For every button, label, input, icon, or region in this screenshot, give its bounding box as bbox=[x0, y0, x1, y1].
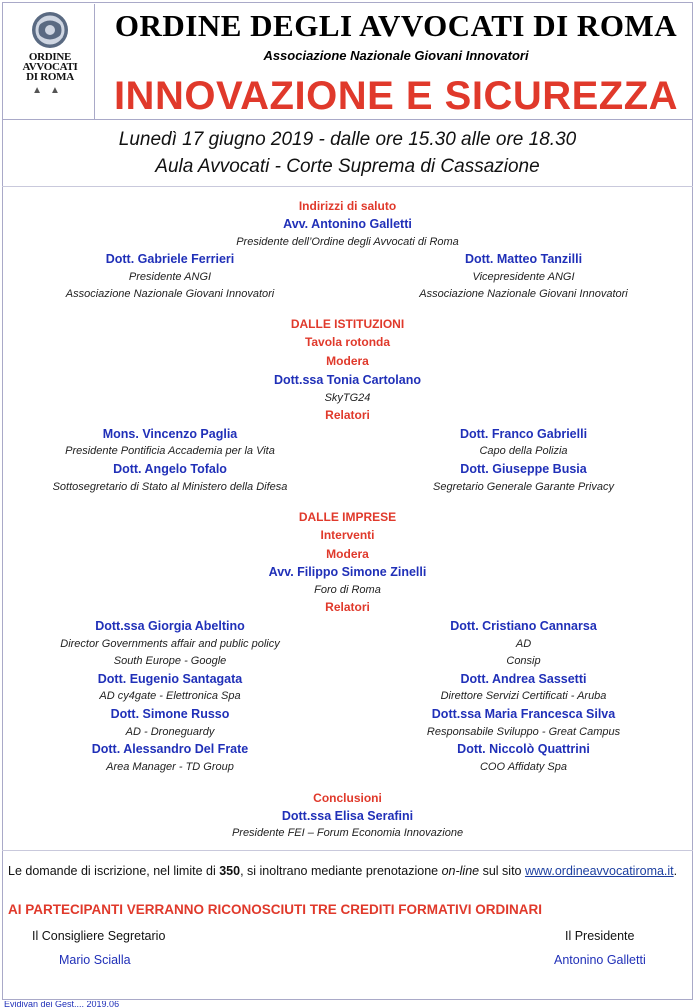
speaker-role: Consip bbox=[506, 655, 541, 667]
org-subtitle: Associazione Nazionale Giovani Innovatori bbox=[263, 48, 529, 63]
secretary-title: Il Consigliere Segretario bbox=[32, 929, 166, 943]
greetings-left-name: Dott. Gabriele Ferrieri bbox=[105, 252, 235, 266]
org-title: ORDINE DEGLI AVVOCATI DI ROMA bbox=[114, 8, 678, 43]
registration-limit: 350 bbox=[219, 864, 241, 878]
registration-text-3: sul sito bbox=[479, 864, 525, 878]
header-divider bbox=[94, 4, 95, 120]
speaker-name: Dott. Giuseppe Busia bbox=[460, 462, 587, 476]
companies-heading: DALLE IMPRESE bbox=[298, 510, 397, 524]
registration-period: . bbox=[673, 864, 678, 878]
greetings-heading: Indirizzi di saluto bbox=[298, 199, 397, 213]
header bbox=[2, 2, 693, 120]
greetings-main-name: Avv. Antonino Galletti bbox=[283, 217, 412, 231]
greetings-left-role1: Presidente ANGI bbox=[128, 271, 212, 283]
speaker-role: Segretario Generale Garante Privacy bbox=[433, 481, 614, 493]
speaker-name: Dott.ssa Maria Francesca Silva bbox=[431, 707, 616, 721]
president-name: Antonino Galletti bbox=[554, 953, 646, 967]
event-title: INNOVAZIONE E SICUREZZA bbox=[113, 74, 679, 118]
event-info bbox=[2, 126, 693, 180]
institutions-moderator-role: SkyTG24 bbox=[324, 392, 371, 404]
institutions-heading: DALLE ISTITUZIONI bbox=[290, 317, 405, 331]
logo-line1: ORDINE bbox=[28, 51, 72, 63]
logo-line2: AVVOCATI bbox=[22, 61, 78, 73]
companies-moderator-name: Avv. Filippo Simone Zinelli bbox=[268, 565, 427, 579]
speaker-name: Dott. Andrea Sassetti bbox=[460, 672, 587, 686]
speaker-name: Dott. Simone Russo bbox=[110, 707, 230, 721]
cut-off-footer-text: Evidivan dei Gest.... 2019.06 bbox=[4, 1001, 120, 1007]
speaker-name: Dott.ssa Giorgia Abeltino bbox=[95, 619, 245, 633]
speaker-name: Dott. Eugenio Santagata bbox=[97, 672, 243, 686]
conclusions-role: Presidente FEI – Forum Economia Innovazione bbox=[231, 827, 464, 839]
conclusions-heading: Conclusioni bbox=[313, 791, 382, 805]
logo-bells-icon: ▲▲ bbox=[32, 85, 68, 96]
companies-speakers-label: Relatori bbox=[325, 600, 370, 614]
institutions-speakers-label: Relatori bbox=[325, 408, 370, 422]
institutions-subheading: Tavola rotonda bbox=[304, 335, 391, 349]
speaker-name: Mons. Vincenzo Paglia bbox=[102, 427, 238, 441]
speaker-role: Area Manager - TD Group bbox=[106, 761, 234, 773]
greetings-main-role: Presidente dell’Ordine degli Avvocati di Roma bbox=[236, 236, 459, 248]
scales-emblem-icon bbox=[30, 10, 70, 52]
registration-info bbox=[8, 861, 686, 881]
greetings-right-role2: Associazione Nazionale Giovani Innovatori bbox=[419, 288, 628, 300]
speaker-role: Direttore Servizi Certificati - Aruba bbox=[440, 690, 607, 702]
greetings-right-name: Dott. Matteo Tanzilli bbox=[464, 252, 583, 266]
speaker-name: Dott. Cristiano Cannarsa bbox=[450, 619, 597, 633]
event-venue: Aula Avvocati - Corte Suprema di Cassazione bbox=[155, 156, 540, 177]
divider bbox=[2, 186, 693, 187]
speaker-role: Capo della Polizia bbox=[479, 445, 568, 457]
speaker-role: COO Affidaty Spa bbox=[479, 761, 568, 773]
divider bbox=[2, 850, 693, 851]
institutions-moderator-name: Dott.ssa Tonia Cartolano bbox=[273, 373, 421, 387]
speaker-name: Dott. Franco Gabrielli bbox=[459, 427, 588, 441]
website-link[interactable]: www.ordineavvocatiroma.it bbox=[524, 864, 674, 878]
companies-subheading: Interventi bbox=[320, 528, 375, 542]
speaker-name: Dott. Alessandro Del Frate bbox=[91, 742, 249, 756]
conclusions-name: Dott.ssa Elisa Serafini bbox=[281, 809, 414, 823]
registration-text-2: , si inoltrano mediante prenotazione bbox=[240, 864, 442, 878]
order-logo bbox=[10, 10, 90, 114]
registration-text-1: Le domande di iscrizione, nel limite di bbox=[8, 864, 220, 878]
president-title: Il Presidente bbox=[565, 929, 635, 943]
speaker-role: AD - Droneguardy bbox=[125, 726, 215, 738]
greetings-right-role1: Vicepresidente ANGI bbox=[472, 271, 575, 283]
speaker-name: Dott. Niccolò Quattrini bbox=[457, 742, 590, 756]
speaker-role: AD bbox=[515, 638, 532, 650]
event-date-time: Lunedì 17 giugno 2019 - dalle ore 15.30 alle ore 18.30 bbox=[118, 129, 577, 150]
logo-line3: DI ROMA bbox=[26, 71, 74, 83]
companies-moderator-label: Modera bbox=[326, 547, 369, 561]
speaker-role: Responsabile Sviluppo - Great Campus bbox=[426, 726, 621, 738]
institutions-moderator-label: Modera bbox=[326, 354, 369, 368]
greetings-left-role2: Associazione Nazionale Giovani Innovatori bbox=[65, 288, 275, 300]
secretary-name: Mario Scialla bbox=[59, 953, 131, 967]
speaker-role: Director Governments affair and public policy bbox=[60, 638, 280, 650]
credits-notice: AI PARTECIPANTI VERRANNO RICONOSCIUTI TRE CREDITI FORMATIVI ORDINARI bbox=[8, 902, 543, 917]
registration-online: on-line bbox=[441, 864, 480, 878]
speaker-role: South Europe - Google bbox=[113, 655, 227, 667]
speaker-role: AD cy4gate - Elettronica Spa bbox=[99, 690, 241, 702]
speaker-name: Dott. Angelo Tofalo bbox=[113, 462, 227, 476]
speaker-role: Presidente Pontificia Accademia per la Vita bbox=[65, 445, 275, 457]
speaker-role: Sottosegretario di Stato al Ministero della Difesa bbox=[52, 481, 288, 493]
companies-moderator-role: Foro di Roma bbox=[314, 584, 381, 596]
